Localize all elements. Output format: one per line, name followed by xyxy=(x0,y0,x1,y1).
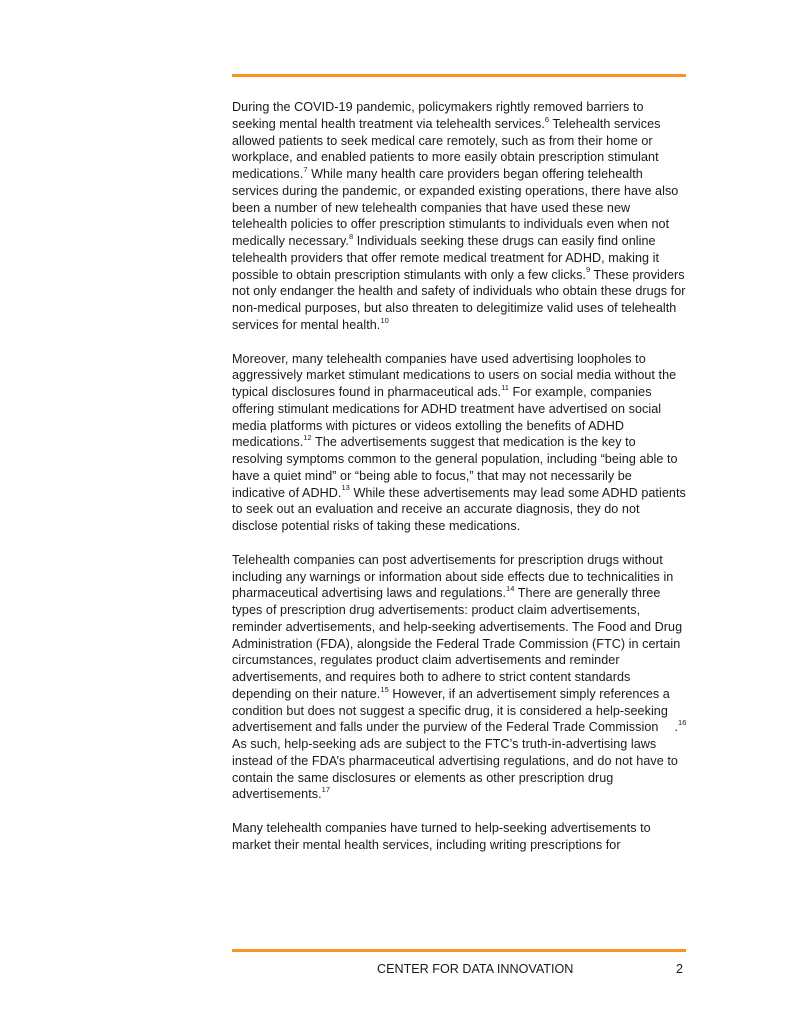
text-run: . xyxy=(674,720,679,735)
text-run: Telehealth services allowed patients to seek medical care remotely, such as from their home or workplace, and enabled patients to more easily obtain prescription stimulant medications. xyxy=(232,116,661,181)
text-run: While many health care providers began offering telehealth services during the pandemic, or expanded existing operations, there have also been a number of new telehealth companies that have used these new telehealth policies to offer prescription stimulants to individuals even when not medically necessary. xyxy=(232,167,679,248)
text-run: However, if an advertisement simply references a condition but does not suggest a specific drug, it is considered a help-seeking advertisement and falls under the purview of the Federal Trade Commission xyxy=(232,686,670,735)
footnote-reference[interactable]: 6 xyxy=(544,114,550,124)
footer-rule xyxy=(232,949,686,952)
page-footer xyxy=(232,962,686,978)
page-number: 2 xyxy=(675,962,683,976)
footnote-reference[interactable]: 9 xyxy=(585,265,591,275)
footnote-reference[interactable]: 11 xyxy=(501,382,509,392)
body-text xyxy=(232,99,688,871)
text-run: Moreover, many telehealth companies have used advertising loopholes to aggressively market stimulant medications to users on social media without the typical disclosures found in pharmaceutical ads. xyxy=(232,351,677,399)
footnote-reference[interactable]: 16 xyxy=(678,718,687,728)
paragraph xyxy=(232,99,688,334)
footnote-reference[interactable]: 12 xyxy=(303,433,312,443)
paragraph xyxy=(232,820,688,854)
text-run: These providers not only endanger the health and safety of individuals who obtain these drugs for non-medical purposes, but also threaten to delegitimize valid uses of telehealth services for mental health. xyxy=(232,267,686,332)
text-run: For example, companies offering stimulant medications for ADHD treatment have advertised on social media platforms with pictures or videos extolling the benefits of ADHD medications. xyxy=(232,385,662,450)
footnote-reference[interactable]: 17 xyxy=(321,785,331,795)
header-rule xyxy=(232,74,686,77)
text-run: While these advertisements may lead some ADHD patients to seek out an evaluation and receive an accurate diagnosis, they do not disclose potential risks of taking these medications. xyxy=(232,485,686,533)
text-run: During the COVID-19 pandemic, policymakers rightly removed barriers to seeking mental health treatment via telehealth services. xyxy=(232,100,644,131)
footnote-reference[interactable]: 14 xyxy=(506,584,515,594)
paragraph xyxy=(232,351,688,535)
footnote-reference[interactable]: 13 xyxy=(341,483,350,493)
paragraph xyxy=(232,552,688,803)
text-run: The advertisements suggest that medication is the key to resolving symptoms common to the general population, including “being able to have a quiet mind” or “being able to focus,” that may not necessarily be indicative of ADHD. xyxy=(232,435,678,500)
footnote-reference[interactable]: 7 xyxy=(303,164,308,174)
footer-organization: CENTER FOR DATA INNOVATION xyxy=(377,962,574,976)
text-run: Many telehealth companies have turned to help-seeking advertisements to market their mental health services, including writing prescriptions for xyxy=(232,821,651,852)
footnote-reference[interactable]: 10 xyxy=(380,315,389,325)
text-run: Telehealth companies can post advertisements for prescription drugs without including any warnings or information about side effects due to technicalities in pharmaceutical advertising laws and regulations. xyxy=(232,552,674,601)
footnote-reference[interactable]: 15 xyxy=(380,684,389,694)
text-run: As such, help-seeking ads are subject to the FTC’s truth-in-advertising laws instead of the FDA’s pharmaceutical advertising regulations, and do not have to contain the same disclosures or elements as other prescription drug advertisements. xyxy=(232,737,678,802)
text-run: Individuals seeking these drugs can easily find online telehealth providers that offer remote medical treatment for ADHD, making it possible to obtain prescription stimulants with only a few clicks. xyxy=(232,234,660,282)
footnote-reference[interactable]: 8 xyxy=(348,231,354,241)
text-run: There are generally three types of prescription drug advertisements: product claim advertisements, reminder advertisements, and help-seeking advertisements. The Food and Drug Administration (FDA), alongside the Federal Trade Commission (FTC) in certain circumstances, regulates product claim advertisements and reminder advertisements, and requires both to adhere to strict content standards depending on their nature. xyxy=(232,586,683,701)
